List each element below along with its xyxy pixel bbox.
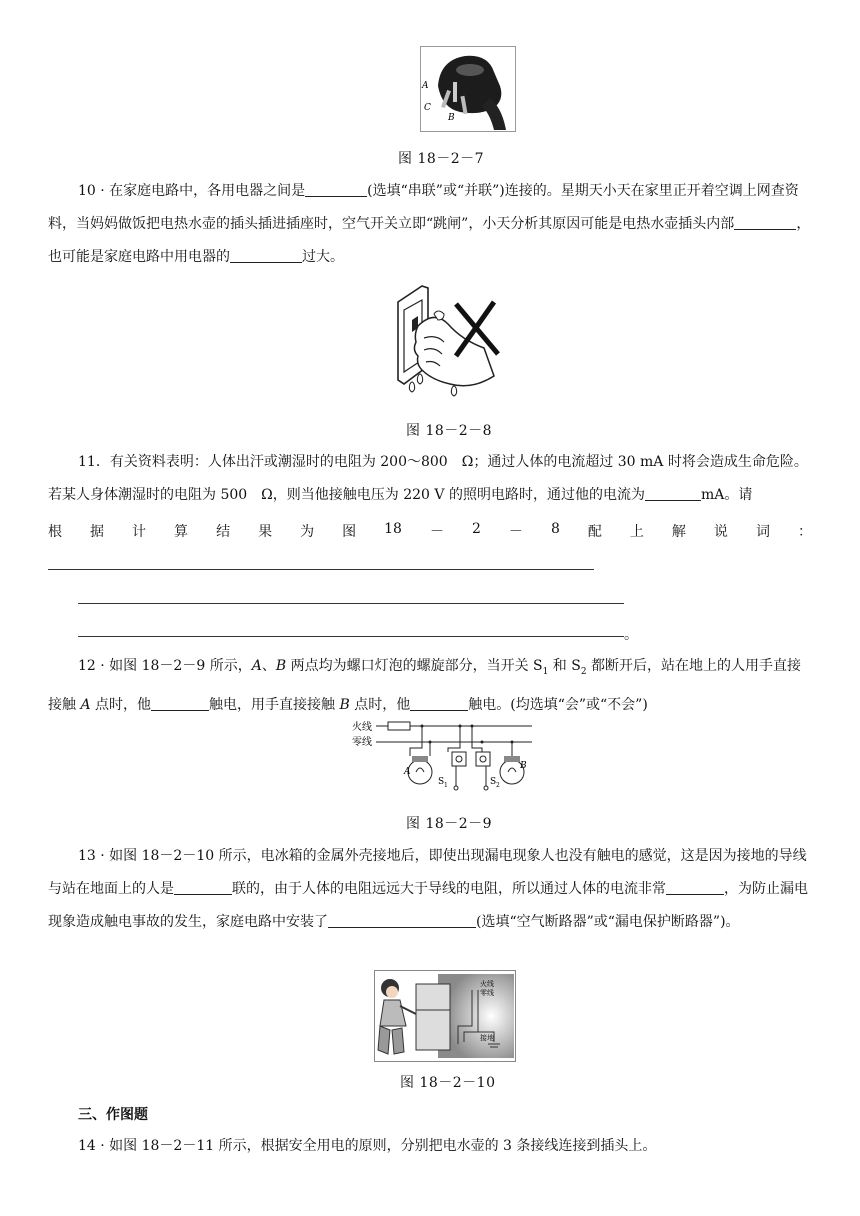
question-text: 过大。 <box>302 249 344 265</box>
svg-text:1: 1 <box>444 782 448 789</box>
end-mark: 。 <box>624 627 639 643</box>
answer-blank[interactable] <box>666 880 724 895</box>
question-12: 12 · 如图 18－2－9 所示，A、B 两点均为螺口灯泡的螺旋部分，当开关 $S_1$ 和 $S_2$ 都断开后，站在地上的人用手直接接触 A 点时，他 触电，用手直接接触 B 点时，他 触电。(均选填“会”或“不会”) <box>48 658 802 713</box>
fridge-label-live: 火线 <box>480 980 494 988</box>
pin-label-c: C <box>424 103 431 113</box>
answer-blank[interactable] <box>328 913 476 928</box>
neutral-wire-label: 零线 <box>352 737 372 748</box>
figure-caption: 图 18－2－9 <box>406 816 493 832</box>
answer-line[interactable] <box>48 569 594 570</box>
answer-blank[interactable] <box>305 182 367 197</box>
pin-label-a: A <box>422 81 429 91</box>
question-text: mA。请 <box>700 487 753 503</box>
figure-caption: 图 18－2－8 <box>406 423 493 439</box>
answer-blank[interactable] <box>230 248 302 263</box>
fridge-grounding-image <box>374 970 516 1062</box>
point-a-label: A <box>404 767 411 777</box>
question-text: ，也可能是家庭电路中用电器的 <box>48 216 811 265</box>
plug-image <box>420 46 516 132</box>
answer-line[interactable] <box>78 603 624 604</box>
switch-label-s2: S <box>490 777 497 787</box>
fridge-label-neutral: 零线 <box>480 989 494 997</box>
svg-text:2: 2 <box>496 782 500 789</box>
section-heading: 三、作图题 <box>78 1107 148 1123</box>
question-11 <box>48 446 812 512</box>
answer-blank[interactable] <box>410 696 468 711</box>
live-wire-label: 火线 <box>352 722 372 733</box>
figure-caption: 图 18－2－7 <box>398 151 485 167</box>
question-text: 10 · 在家庭电路中，各用电器之间是 <box>78 183 306 199</box>
circuit-diagram <box>352 716 536 800</box>
question-10 <box>48 175 812 274</box>
answer-blank[interactable] <box>151 696 209 711</box>
answer-blank[interactable] <box>645 486 701 501</box>
question-text: (选填“串联”或“并联”)连接的。星期天小天在家里正开着空调上网查资料，当妈妈做饭把电热水壶的插头插进插座时，空气开关立即“跳闸”，小天分析其原因可能是电热水壶插头内部 <box>48 183 799 232</box>
fridge-label-ground: 接地 <box>480 1034 494 1042</box>
wet-hand-image <box>388 280 506 408</box>
question-text: 11．有关资料表明：人体出汗或潮湿时的电阻为 200～800 Ω；通过人体的电流超过 30 mA 时将会造成生命危险。若某人身体潮湿时的电阻为 500 Ω，则当他接触电压为 220 V 的照明电路时，通过他的电流为 <box>48 454 808 503</box>
point-b-label: B <box>520 761 527 771</box>
answer-blank[interactable] <box>174 880 232 895</box>
answer-line[interactable] <box>78 636 624 637</box>
question-14: 14 · 如图 18－2－11 所示，根据安全用电的原则，分别把电水壶的 3 条接线连接到插头上。 <box>78 1138 657 1154</box>
figure-caption: 图 18－2－10 <box>400 1075 496 1091</box>
answer-blank[interactable] <box>734 215 796 230</box>
switch-label-s1: S <box>438 777 445 787</box>
question-11-justified-line: 根 据 计 算 结 果 为 图 18 － 2 － 8 配 上 解 说 词 ： <box>48 521 812 540</box>
question-13: 13 · 如图 18－2－10 所示，电冰箱的金属外壳接地后，即使出现漏电现象人也没有触电的感觉，这是因为接地的导线与站在地面上的人是 联的，由于人体的电阻远远大于导线的电阻，所以通过人体的电流非常 ，为防止漏电现象造成触电事故的发生，家庭电路中安装了 (选填“空气断路器”或“漏电保护断路器”)。 <box>48 848 808 930</box>
pin-label-b: B <box>448 113 455 123</box>
